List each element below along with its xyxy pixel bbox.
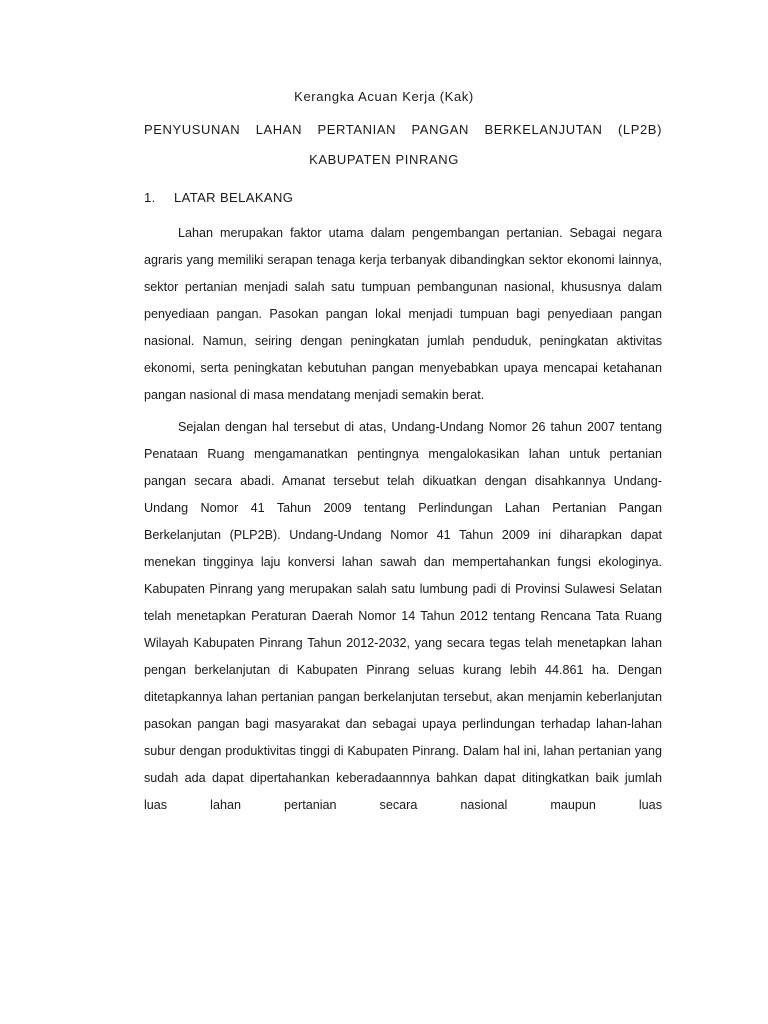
document-body [144, 220, 662, 824]
document-subtitle: PENYUSUNAN LAHAN PERTANIAN PANGAN BERKELANJUTAN (LP2B) [144, 122, 662, 137]
document-title: Kerangka Acuan Kerja (Kak) [294, 89, 474, 104]
document-location: KABUPATEN PINRANG [309, 152, 459, 167]
section-number: 1. [144, 190, 156, 205]
paragraph: Sejalan dengan hal tersebut di atas, Undang-Undang Nomor 26 tahun 2007 tentang Penataan Ruang mengamanatkan pentingnya mengalokasikan lahan untuk pertanian pangan secara abadi. Amanat tersebut telah dikuatkan dengan disahkannya Undang-Undang Nomor 41 Tahun 2009 tentang Perlindungan Lahan Pertanian Pangan Berkelanjutan (PLP2B). Undang-Undang Nomor 41 Tahun 2009 ini diharapkan dapat menekan tingginya laju konversi lahan sawah dan mempertahankan fungsi ekologinya. Kabupaten Pinrang yang merupakan salah satu lumbung padi di Provinsi Sulawesi Selatan telah menetapkan Peraturan Daerah Nomor 14 Tahun 2012 tentang Rencana Tata Ruang Wilayah Kabupaten Pinrang Tahun 2012-2032, yang secara tegas telah menetapkan lahan pengan berkelanjutan di Kabupaten Pinrang seluas kurang lebih 44.861 ha. Dengan ditetapkannya lahan pertanian pangan berkelanjutan tersebut, akan menjamin keberlanjutan pasokan pangan bagi masyarakat dan sebagai upaya perlindungan terhadap lahan-lahan subur dengan produktivitas tinggi di Kabupaten Pinrang. Dalam hal ini, lahan pertanian yang sudah ada dapat dipertahankan keberadaannnya bahkan dapat ditingkatkan baik jumlah luas lahan pertanian secara nasional maupun luas [144, 420, 662, 812]
section-title: LATAR BELAKANG [174, 190, 294, 205]
section-heading [144, 190, 293, 205]
paragraph: Lahan merupakan faktor utama dalam pengembangan pertanian. Sebagai negara agraris yang memiliki serapan tenaga kerja terbanyak dibandingkan sektor ekonomi lainnya, sektor pertanian menjadi salah satu tumpuan pembangunan nasional, khususnya dalam penyediaan pangan. Pasokan pangan lokal menjadi tumpuan bagi penyediaan pangan nasional. Namun, seiring dengan peningkatan jumlah penduduk, peningkatan aktivitas ekonomi, serta peningkatan kebutuhan pangan menyebabkan upaya mencapai ketahanan pangan nasional di masa mendatang menjadi semakin berat. [144, 226, 662, 402]
